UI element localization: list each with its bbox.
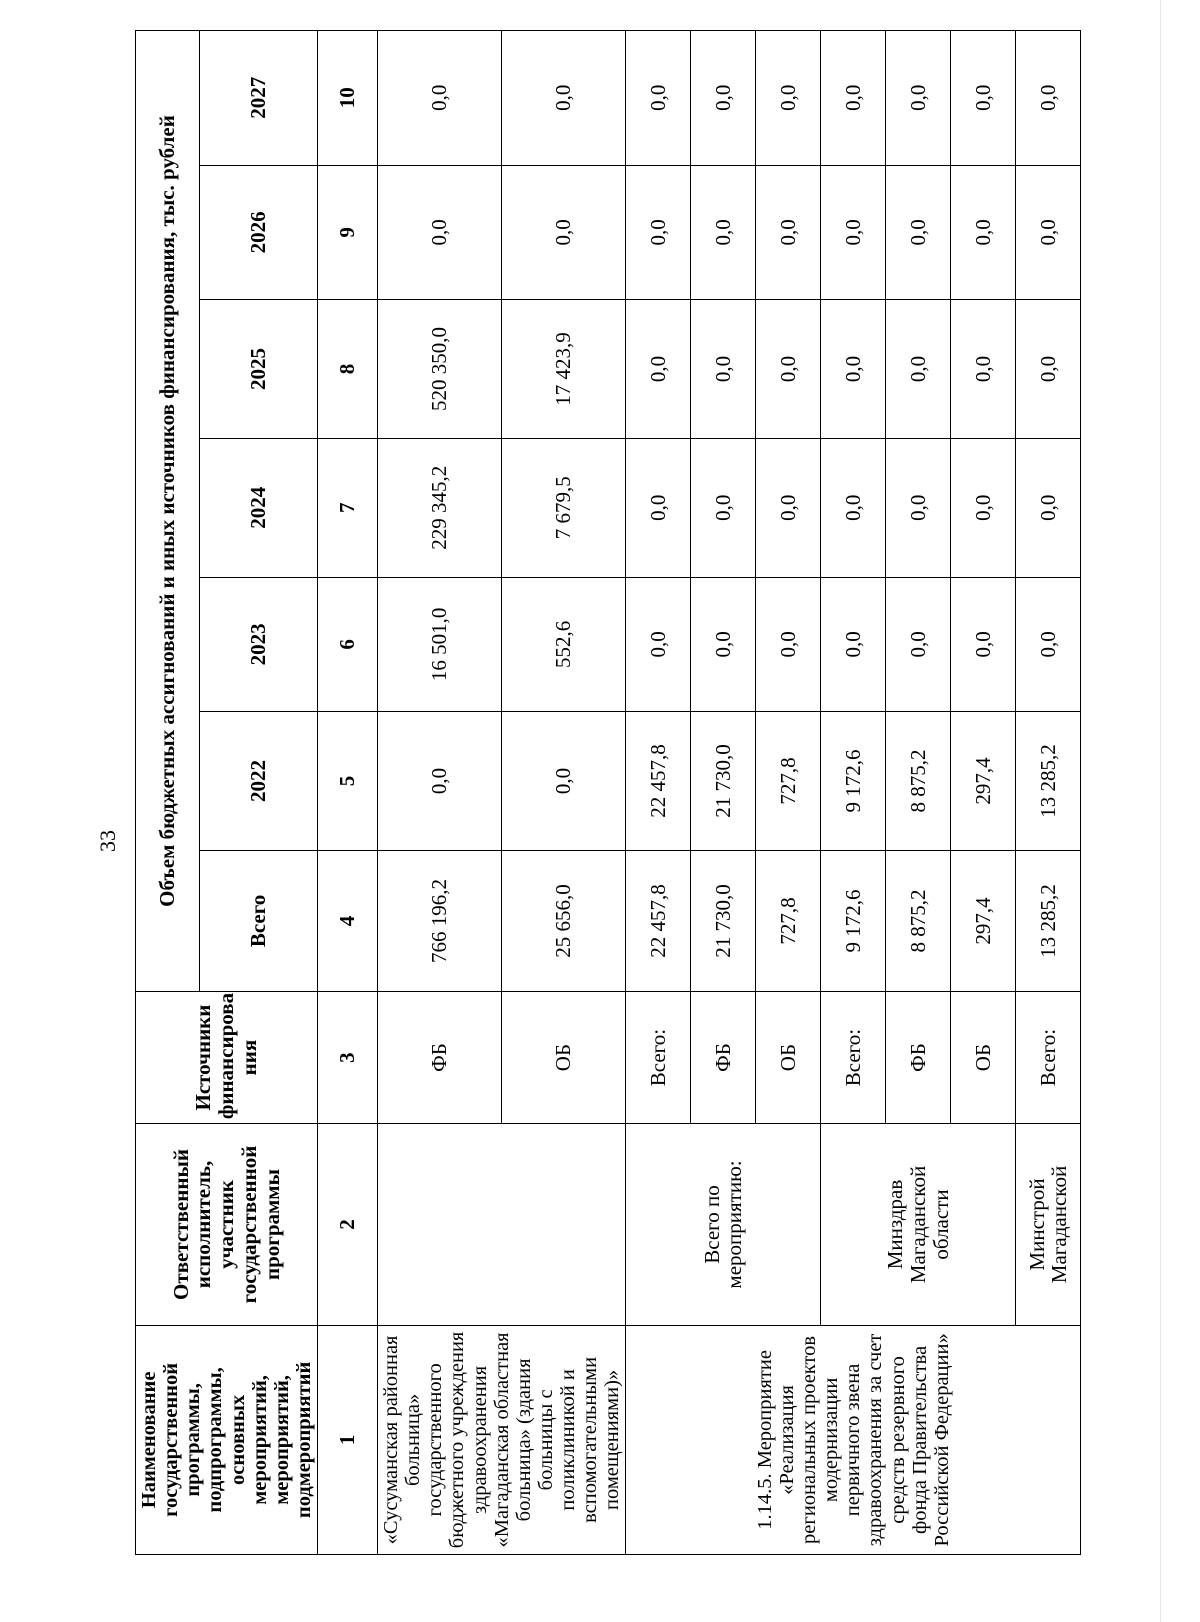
value-cell: 7 679,5 <box>502 438 626 577</box>
rotated-table-container <box>135 30 1155 1555</box>
value-cell: 297,4 <box>951 712 1016 851</box>
value-cell: 0,0 <box>886 165 951 299</box>
column-number: 1 <box>318 1325 378 1554</box>
value-cell: 0,0 <box>691 577 756 711</box>
value-cell: 0,0 <box>626 438 691 577</box>
value-cell: 0,0 <box>1016 165 1081 299</box>
header-year-total: Всего <box>200 850 318 991</box>
value-cell: 0,0 <box>378 165 502 299</box>
column-number: 5 <box>318 712 378 851</box>
value-cell: 727,8 <box>756 712 821 851</box>
value-cell: 0,0 <box>756 577 821 711</box>
block1-executor <box>378 1124 626 1326</box>
value-cell: 13 285,2 <box>1016 850 1081 991</box>
value-cell: 22 457,8 <box>626 712 691 851</box>
source-cell: ФБ <box>691 991 756 1123</box>
value-cell: 0,0 <box>886 31 951 166</box>
value-cell: 0,0 <box>821 438 886 577</box>
header-year-2026: 2026 <box>200 165 318 299</box>
value-cell: 0,0 <box>1016 577 1081 711</box>
source-cell: Всего: <box>626 991 691 1123</box>
header-year-2027: 2027 <box>200 31 318 166</box>
value-cell: 0,0 <box>756 31 821 166</box>
value-cell: 21 730,0 <box>691 712 756 851</box>
source-cell: ОБ <box>756 991 821 1123</box>
source-cell: ФБ <box>886 991 951 1123</box>
block2-minstroy: Минстрой Магаданской <box>1016 1124 1081 1326</box>
value-cell: 0,0 <box>502 712 626 851</box>
value-cell: 0,0 <box>691 438 756 577</box>
header-year-2022: 2022 <box>200 712 318 851</box>
value-cell: 0,0 <box>951 165 1016 299</box>
value-cell: 0,0 <box>951 31 1016 166</box>
block2-total-label: Всего по мероприятию: <box>626 1124 821 1326</box>
value-cell: 9 172,6 <box>821 712 886 851</box>
value-cell: 0,0 <box>886 300 951 439</box>
header-source: Источники финансирова ния <box>136 991 318 1123</box>
source-cell: Всего: <box>821 991 886 1123</box>
column-number-row <box>318 31 378 1555</box>
value-cell: 0,0 <box>821 31 886 166</box>
source-cell: Всего: <box>1016 991 1081 1123</box>
column-number: 8 <box>318 300 378 439</box>
header-year-2024: 2024 <box>200 438 318 577</box>
value-cell: 8 875,2 <box>886 712 951 851</box>
value-cell: 297,4 <box>951 850 1016 991</box>
value-cell: 21 730,0 <box>691 850 756 991</box>
value-cell: 0,0 <box>691 300 756 439</box>
value-cell: 766 196,2 <box>378 850 502 991</box>
value-cell: 13 285,2 <box>1016 712 1081 851</box>
scan-edge-line <box>1160 0 1161 1622</box>
block2-minzdrav: Минздрав Магаданской области <box>821 1124 1016 1326</box>
page-number: 33 <box>95 830 120 852</box>
block2-name: 1.14.5. Мероприятие «Реализация региональных проектов модернизации первичного звена здравоохранения за счет средств резервного фонда Правительства Российской Федерации» <box>626 1325 1081 1554</box>
value-cell: 520 350,0 <box>378 300 502 439</box>
value-cell: 25 656,0 <box>502 850 626 991</box>
value-cell: 0,0 <box>502 165 626 299</box>
value-cell: 727,8 <box>756 850 821 991</box>
column-number: 4 <box>318 850 378 991</box>
value-cell: 0,0 <box>821 577 886 711</box>
header-name: Наименование государственной программы, подпрограммы, основных мероприятий, мероприятий, подмероприятий <box>136 1325 318 1554</box>
value-cell: 0,0 <box>502 31 626 166</box>
value-cell: 0,0 <box>821 165 886 299</box>
value-cell: 0,0 <box>1016 438 1081 577</box>
value-cell: 0,0 <box>1016 31 1081 166</box>
header-funding-group: Объем бюджетных ассигнований и иных источников финансирования, тыс. рублей <box>136 31 200 992</box>
source-cell: ОБ <box>951 991 1016 1123</box>
column-number: 3 <box>318 991 378 1123</box>
header-year-2025: 2025 <box>200 300 318 439</box>
value-cell: 0,0 <box>756 438 821 577</box>
value-cell: 16 501,0 <box>378 577 502 711</box>
value-cell: 229 345,2 <box>378 438 502 577</box>
value-cell: 8 875,2 <box>886 850 951 991</box>
value-cell: 0,0 <box>951 438 1016 577</box>
value-cell: 9 172,6 <box>821 850 886 991</box>
value-cell: 0,0 <box>378 31 502 166</box>
value-cell: 22 457,8 <box>626 850 691 991</box>
block1-name: «Сусуманская районная больница» государственного бюджетного учреждения здравоохранения «Магаданская областная больница» (здания больницы с поликлиникой и вспомогательными помещениями)» <box>378 1325 626 1554</box>
value-cell: 0,0 <box>886 438 951 577</box>
value-cell: 552,6 <box>502 577 626 711</box>
value-cell: 0,0 <box>821 300 886 439</box>
value-cell: 0,0 <box>951 577 1016 711</box>
value-cell: 0,0 <box>626 577 691 711</box>
value-cell: 0,0 <box>691 165 756 299</box>
source-cell: ОБ <box>502 991 626 1123</box>
header-executor: Ответственный исполнитель, участник государственной программы <box>136 1124 318 1326</box>
column-number: 6 <box>318 577 378 711</box>
value-cell: 0,0 <box>756 165 821 299</box>
value-cell: 0,0 <box>626 165 691 299</box>
header-year-2023: 2023 <box>200 577 318 711</box>
value-cell: 0,0 <box>691 31 756 166</box>
value-cell: 0,0 <box>1016 300 1081 439</box>
column-number: 10 <box>318 31 378 166</box>
funding-table <box>135 30 1081 1555</box>
source-cell: ФБ <box>378 991 502 1123</box>
column-number: 7 <box>318 438 378 577</box>
value-cell: 0,0 <box>951 300 1016 439</box>
table-row <box>378 31 502 1555</box>
column-number: 2 <box>318 1124 378 1326</box>
rotated-table-viewport <box>135 30 1155 1555</box>
table-row <box>626 31 691 1555</box>
value-cell: 0,0 <box>886 577 951 711</box>
value-cell: 0,0 <box>626 300 691 439</box>
value-cell: 0,0 <box>626 31 691 166</box>
value-cell: 0,0 <box>756 300 821 439</box>
value-cell: 0,0 <box>378 712 502 851</box>
column-number: 9 <box>318 165 378 299</box>
value-cell: 17 423,9 <box>502 300 626 439</box>
